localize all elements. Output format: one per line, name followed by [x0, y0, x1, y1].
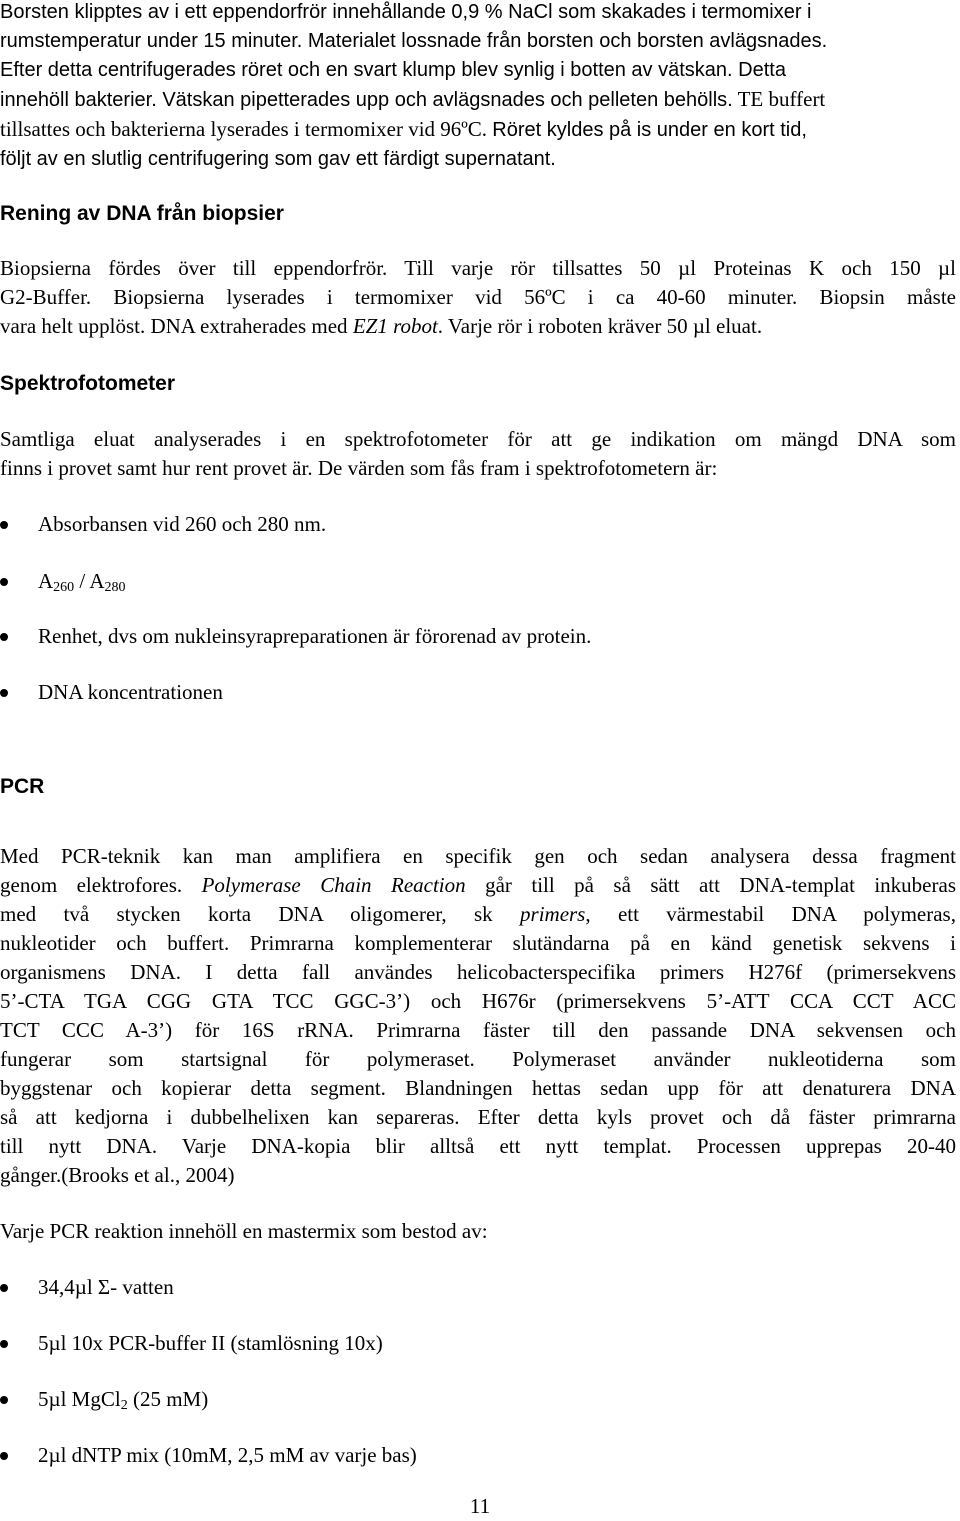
text-line: Med PCR-teknik kan man amplifiera en specifik gen och sedan analysera dessa fragment [0, 844, 956, 868]
text-line: Biopsierna fördes över till eppendorfrör. Till varje rör tillsattes 50 µl Proteinas K och 150 µl [0, 256, 956, 280]
text-line: 5’-CTA TGA CGG GTA TCC GGC-3’) och H676r (primersekvens 5’-ATT CCA CCT ACC [0, 989, 956, 1013]
bullet-icon [0, 1452, 8, 1460]
text-fragment: går till på så sätt att DNA-templat inkuberas [465, 873, 956, 897]
list-item-text: 2µl dNTP mix (10mM, 2,5 mM av varje bas) [38, 1443, 417, 1467]
text-line: byggstenar och kopierar detta segment. Blandningen hettas sedan upp för att denaturera DNA [0, 1076, 956, 1100]
bullet-icon [0, 578, 8, 586]
list-item-text: DNA koncentrationen [38, 680, 223, 704]
text-fragment: . Varje rör i roboten kräver 50 µl eluat. [437, 314, 763, 338]
text-fragment: , ett värmestabil DNA polymeras, [585, 902, 956, 926]
text-line: gånger.(Brooks et al., 2004) [0, 1163, 235, 1187]
text-fragment: innehöll bakterier. Vätskan pipetterades upp och avlägsnades och pelleten behölls. [0, 89, 733, 111]
text-fragment: A [38, 569, 54, 593]
text-line: så att kedjorna i dubbelhelixen kan separeras. Efter detta kyls provet och då fäster primrarna [0, 1105, 956, 1129]
text-fragment: genom elektrofores. [0, 873, 202, 897]
section-heading-spektrofotometer: Spektrofotometer [0, 372, 176, 395]
text-fragment: (25 mM) [127, 1387, 209, 1411]
paragraph-bacteria-prep [0, 0, 956, 174]
text-fragment: 5µl MgCl [38, 1387, 121, 1411]
bullet-icon [0, 689, 8, 697]
text-italic: primers [520, 902, 586, 926]
bullet-icon [0, 1284, 8, 1292]
list-item-text [38, 567, 126, 596]
text-italic: Polymerase Chain Reaction [201, 873, 466, 897]
text-line: Varje PCR reaktion innehöll en mastermix som bestod av: [0, 1219, 488, 1243]
text-fragment: / A [74, 569, 105, 593]
list-item-text: Renhet, dvs om nukleinsyrapreparationen är förorenad av protein. [38, 624, 592, 648]
section-heading-pcr: PCR [0, 775, 45, 798]
text-fragment: vara helt upplöst. DNA extraherades med [0, 314, 353, 338]
paragraph-biopsier [0, 254, 956, 341]
text-line: Borsten klipptes av i ett eppendorfrör innehållande 0,9 % NaCl som skakades i termomixer i [0, 1, 812, 23]
text-line: G2-Buffer. Biopsierna lyserades i termomixer vid 56ºC i ca 40-60 minuter. Biopsin måste [0, 285, 956, 309]
text-line [0, 85, 956, 115]
text-line [0, 871, 956, 900]
text-line [0, 115, 956, 145]
text-line: rumstemperatur under 15 minuter. Materialet lossnade från borsten och borsten avlägsnades. [0, 30, 828, 52]
list-item-text: 34,4µl Σ- vatten [38, 1275, 174, 1299]
text-line: TCT CCC A-3’) för 16S rRNA. Primrarna fäster till den passande DNA sekvensen och [0, 1018, 956, 1042]
text-line: organismens DNA. I detta fall användes helicobacterspecifika primers H276f (primersekvens [0, 960, 956, 984]
list-item-text: Absorbansen vid 260 och 280 nm. [38, 512, 327, 536]
subscript: 2 [120, 1398, 128, 1413]
bullet-icon [0, 633, 8, 641]
text-line: följt av en slutlig centrifugering som gav ett färdigt supernatant. [0, 148, 556, 170]
text-fragment: Röret kyldes på is under en kort tid, [492, 119, 807, 141]
text-italic: EZ1 robot [352, 314, 438, 338]
page-number: 11 [469, 1494, 491, 1518]
list-item-text: 5µl 10x PCR-buffer II (stamlösning 10x) [38, 1331, 383, 1355]
text-line: finns i provet samt hur rent provet är. De värden som fås fram i spektrofotometern är: [0, 456, 718, 480]
text-line: fungerar som startsignal för polymeraset. Polymeraset använder nukleotiderna som [0, 1047, 956, 1071]
text-fragment: TE buffert [737, 87, 826, 111]
bullet-icon [0, 1396, 8, 1404]
subscript: 260 [53, 580, 75, 595]
text-line [0, 900, 956, 929]
paragraph-pcr [0, 842, 956, 1190]
bullet-icon [0, 521, 8, 529]
text-fragment: tillsattes och bakterierna lyserades i termomixer vid 96ºC. [0, 117, 488, 141]
text-line: till nytt DNA. Varje DNA-kopia blir alltså ett nytt templat. Processen upprepas 20-40 [0, 1134, 956, 1158]
text-line: Efter detta centrifugerades röret och en svart klump blev synlig i botten av vätskan. Detta [0, 59, 786, 81]
section-heading-biopsier: Rening av DNA från biopsier [0, 202, 284, 225]
text-line [0, 312, 956, 341]
paragraph-spektrofotometer [0, 425, 956, 483]
text-fragment: med två stycken korta DNA oligomerer, sk [0, 902, 521, 926]
bullet-icon [0, 1340, 8, 1348]
subscript: 280 [104, 580, 126, 595]
text-line: nukleotider och buffert. Primrarna komplementerar slutändarna på en känd genetisk sekvens i [0, 931, 956, 955]
paragraph-mastermix-intro [0, 1217, 956, 1246]
text-line: Samtliga eluat analyserades i en spektrofotometer för att ge indikation om mängd DNA som [0, 427, 956, 451]
list-item-text [38, 1385, 208, 1414]
